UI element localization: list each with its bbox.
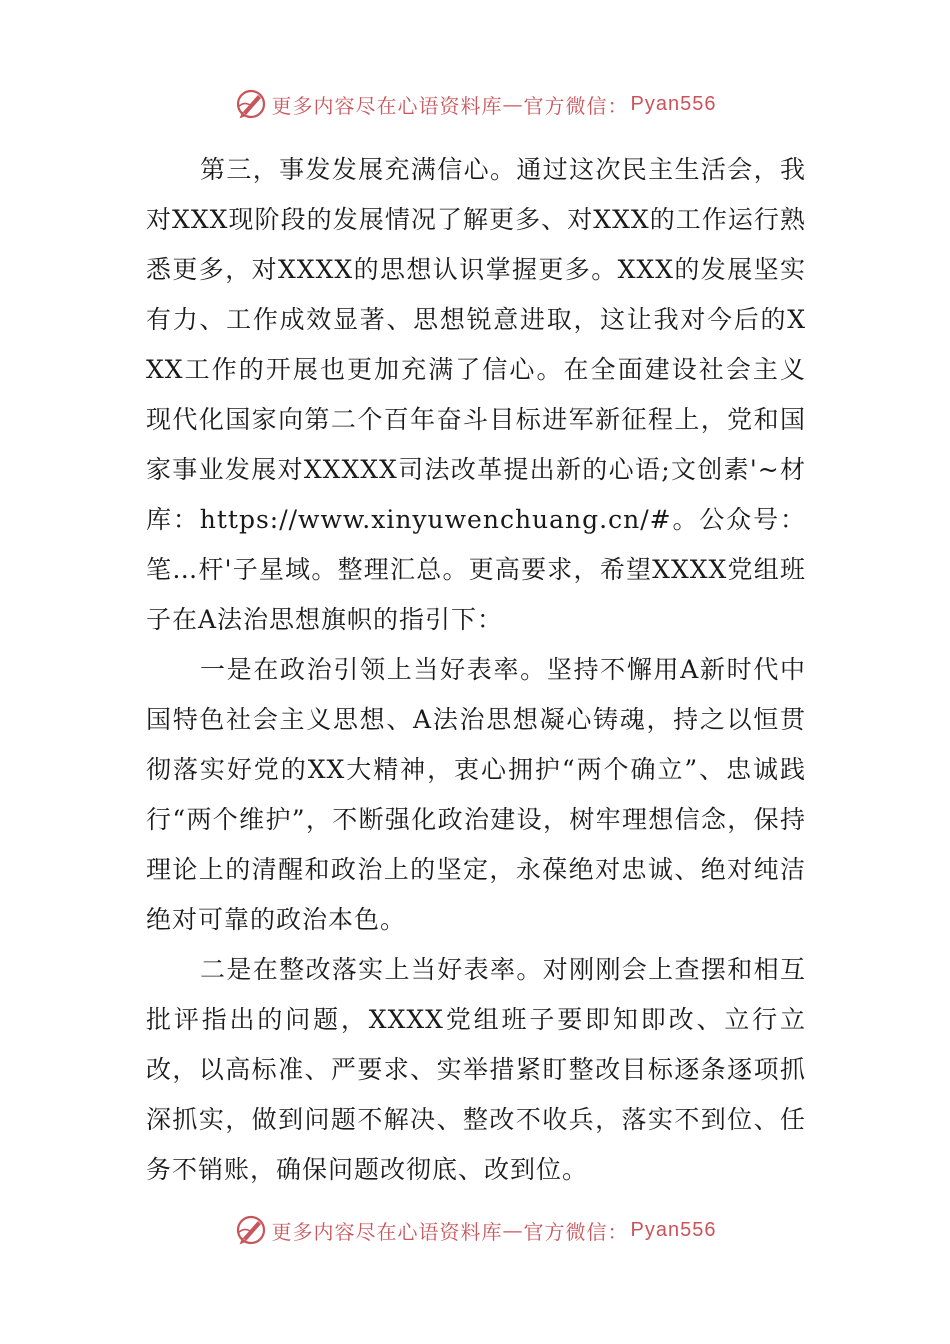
- watermark-dash: —: [502, 92, 524, 116]
- paragraph-rectification: 二是在整改落实上当好表率。对刚刚会上查摆和相互批评指出的问题，XXXX党组班子要即知即改、立行立改，以高标准、严要求、实举措紧盯整改目标逐条逐项抓深抓实，做到问题不解决、整改不收兵，落实不到位、任务不销账，确保问题改彻底、改到位。: [146, 955, 806, 1184]
- watermark-brand: 更多内容尽在心语资料库: [271, 93, 503, 118]
- pen-logo-icon: [234, 1213, 268, 1247]
- watermark-wechat-id: Pyan556: [630, 92, 717, 115]
- watermark-brand: 更多内容尽在心语资料库: [271, 1219, 503, 1244]
- paragraph-confidence: 第三，事发发展充满信心。通过这次民主生活会，我对XXX现阶段的发展情况了解更多、对XXX的工作运行熟悉更多，对XXXX的思想认识掌握更多。XXX的发展坚实有力、工作成效显著、思想锐意进取，这让我对今后的XXX工作的开展也更加充满了信心。在全面建设社会主义现代化国家向第二个百年奋斗目标进军新征程上，党和国家事业发展对XXXXX司法改革提出新的心语;文创素'~材库：https://www.xinyuwenchuang.cn/#。公众号：笔…杆'子星域。整理汇总。更高要求，希望XXXX党组班子在A法治思想旗帜的指引下：: [146, 155, 806, 634]
- watermark-wechat-id: Pyan556: [630, 1218, 717, 1241]
- footer-watermark: [0, 1208, 950, 1252]
- pen-logo-icon: [234, 87, 268, 121]
- watermark-dash: —: [502, 1218, 524, 1242]
- watermark-official: 官方微信：: [523, 93, 629, 118]
- header-watermark: [0, 82, 950, 126]
- paragraph-political-leadership: 一是在政治引领上当好表率。坚持不懈用A新时代中国特色社会主义思想、A法治思想凝心铸魂，持之以恒贯彻落实好党的XX大精神，衷心拥护“两个确立”、忠诚践行“两个维护”，不断强化政治建设，树牢理想信念，保持理论上的清醒和政治上的坚定，永葆绝对忠诚、绝对纯洁绝对可靠的政治本色。: [146, 655, 806, 934]
- document-body: [146, 145, 806, 1195]
- watermark-official: 官方微信：: [523, 1219, 629, 1244]
